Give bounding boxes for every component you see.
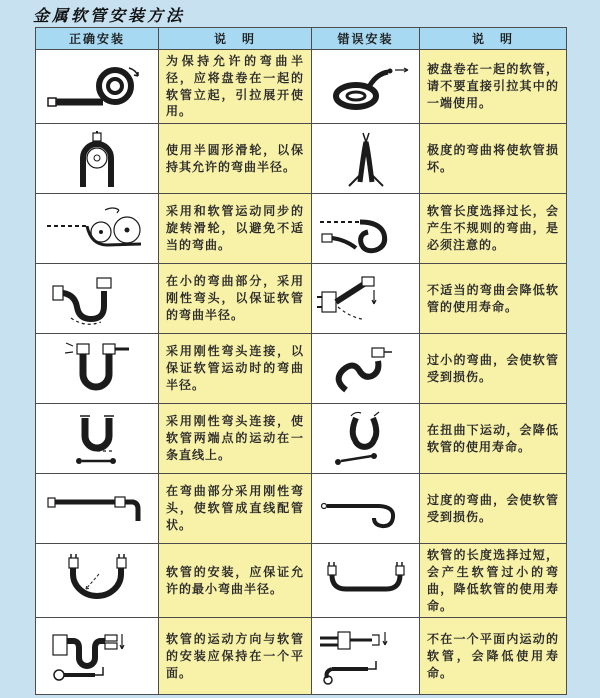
min-radius-u-hose-icon — [41, 552, 153, 610]
wrong-illustration-cell — [312, 264, 420, 334]
wrong-description: 不适当的弯曲会降低软管的使用寿命。 — [420, 264, 567, 334]
wrong-illustration-cell — [312, 544, 420, 618]
correct-illustration-cell — [36, 50, 159, 124]
table-row — [36, 474, 567, 544]
rigid-elbow-u-hose-icon — [41, 340, 153, 398]
table-row — [36, 334, 567, 404]
table-row — [36, 124, 567, 194]
inline-endpoints-u-hose-icon — [41, 410, 153, 468]
correct-description: 软管的运动方向与软管的安装应保持在一个平面。 — [159, 618, 312, 695]
semicircular-pulley-hose-icon — [41, 130, 153, 188]
correct-illustration-cell — [36, 618, 159, 695]
correct-description: 为保持允许的弯曲半径，应将盘卷在一起的软管立起，引拉展开使用。 — [159, 50, 312, 124]
header-correct-description: 说 明 — [159, 28, 312, 50]
header-wrong-description: 说 明 — [420, 28, 567, 50]
correct-illustration-cell — [36, 474, 159, 544]
improper-bend-hose-icon — [316, 270, 416, 328]
standing-coil-hose-icon — [41, 58, 153, 116]
table-row — [36, 544, 567, 618]
wrong-illustration-cell — [312, 124, 420, 194]
wrong-illustration-cell — [312, 194, 420, 264]
wrong-illustration-cell — [312, 618, 420, 695]
wrong-illustration-cell — [312, 50, 420, 124]
overshort-hose-icon — [316, 552, 416, 610]
header-wrong-install: 错误安装 — [312, 28, 420, 50]
wrong-description: 不在一个平面内运动的软管，会降低使用寿命。 — [420, 618, 567, 695]
rigid-elbow-small-bend-hose-icon — [41, 270, 153, 328]
correct-illustration-cell — [36, 404, 159, 474]
wrong-illustration-cell — [312, 474, 420, 544]
table-row — [36, 50, 567, 124]
straight-piping-elbow-hose-icon — [41, 480, 153, 538]
wrong-description: 软管的长度选择过短，会产生软管过小的弯曲，降低软管的使用寿命。 — [420, 544, 567, 618]
wrong-description: 被盘卷在一起的软管，请不要直接引拉其中的一端使用。 — [420, 50, 567, 124]
table-row — [36, 264, 567, 334]
rotating-pulleys-hose-icon — [41, 200, 153, 258]
header-correct-install: 正确安装 — [36, 28, 159, 50]
wrong-description: 极度的弯曲将使软管损坏。 — [420, 124, 567, 194]
wrong-illustration-cell — [312, 404, 420, 474]
table-row — [36, 194, 567, 264]
correct-illustration-cell — [36, 264, 159, 334]
correct-description: 采用刚性弯头连接，以保证软管运动时的弯曲半径。 — [159, 334, 312, 404]
wrong-description: 软管长度选择过长，会产生不规则的弯曲，是必须注意的。 — [420, 194, 567, 264]
installation-table — [35, 27, 567, 695]
undersized-bend-hose-icon — [316, 340, 416, 398]
correct-description: 采用和软管运动同步的旋转滑轮，以避免不适当的弯曲。 — [159, 194, 312, 264]
pulled-coil-hose-icon — [316, 58, 416, 116]
correct-illustration-cell — [36, 334, 159, 404]
correct-description: 在弯曲部分采用刚性弯头，使软管成直线配管状。 — [159, 474, 312, 544]
off-plane-motion-hose-icon — [316, 627, 416, 685]
page-title: 金属软管安装方法 — [33, 6, 186, 25]
correct-illustration-cell — [36, 124, 159, 194]
correct-description: 使用半圆形滑轮，以保持其允许的弯曲半径。 — [159, 124, 312, 194]
single-plane-motion-hose-icon — [41, 627, 153, 685]
wrong-illustration-cell — [312, 334, 420, 404]
header-row — [36, 28, 567, 50]
extreme-bend-hose-icon — [316, 130, 416, 188]
correct-illustration-cell — [36, 194, 159, 264]
overbent-corner-hose-icon — [316, 480, 416, 538]
wrong-description: 在扭曲下运动，会降低软管的使用寿命。 — [420, 404, 567, 474]
correct-illustration-cell — [36, 544, 159, 618]
wrong-description: 过小的弯曲，会使软管受到损伤。 — [420, 334, 567, 404]
table-row — [36, 618, 567, 695]
overlong-irregular-bend-hose-icon — [316, 200, 416, 258]
table-row — [36, 404, 567, 474]
correct-description: 采用刚性弯头连接，使软管两端点的运动在一条直线上。 — [159, 404, 312, 474]
twisted-u-hose-icon — [316, 410, 416, 468]
correct-description: 在小的弯曲部分，采用刚性弯头，以保证软管的弯曲半径。 — [159, 264, 312, 334]
correct-description: 软管的安装，应保证允许的最小弯曲半径。 — [159, 544, 312, 618]
wrong-description: 过度的弯曲，会使软管受到损伤。 — [420, 474, 567, 544]
